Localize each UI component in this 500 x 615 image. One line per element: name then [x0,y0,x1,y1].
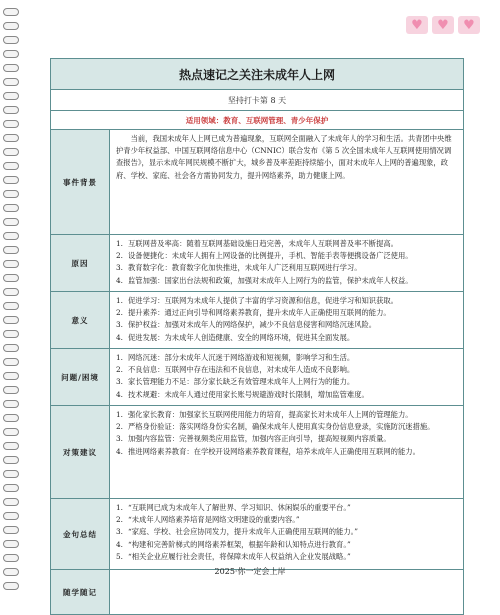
heart-decoration [406,16,480,34]
section-reasons [51,235,463,292]
list-item: 4. “构建和完善阶梯式的网络素养框架，根据年龄和认知特点进行教育。” [116,539,351,549]
heart-icon: ♥ [432,16,454,34]
page-title: 热点速记之关注未成年人上网 [51,59,463,90]
section-content [110,349,463,405]
section-content [110,499,463,569]
list-item: 1. 强化家长教育：加强家长互联网使用能力的培育，提高家长对未成年人上网的管理能力。 [116,410,413,419]
section-quotes [51,499,463,570]
section-label: 原因 [51,235,110,291]
list-item: 1. 网络沉迷：部分未成年人沉迷于网络游戏和短视频，影响学习和生活。 [116,353,355,362]
list-item: 4. 监管加强：国家出台法规和政策，加强对未成年人上网行为的监管，保护未成年人权益。 [116,275,413,285]
footer-slogan: 2025·你一定会上岸 [214,567,286,576]
section-label: 问题/困境 [51,349,110,405]
note-sheet [50,58,464,615]
spiral-binding [0,0,18,605]
scope-line: 适用领域：教育、互联网管理、青少年保护 [51,111,463,130]
section-label: 随学随记 [51,570,110,614]
list-item: 3. 保护权益：加强对未成年人的网络保护，减少不良信息侵害和网络沉迷风险。 [116,320,377,330]
section-problems [51,349,463,406]
list-item: 1. 促进学习：互联网为未成年人提供了丰富的学习资源和信息，促进学习和知识获取。 [116,296,398,305]
section-content [110,292,463,348]
list-item: 5. “相关企业应履行社会责任，将保障未成年人权益纳入企业发展战略。” [116,551,351,561]
list-item: 2. 提升素养：通过正向引导和网络素养教育，提升未成年人正确使用互联网的能力。 [116,308,391,318]
section-label: 事件背景 [51,130,110,234]
list-item: 3. 加强内容监管：完善视频类应用监管，加强内容正向引导，提高短视频内容质量。 [116,434,391,444]
list-item: 4. 推进网络素养教育：在学校开设网络素养教育课程，培养未成年人正确使用互联网的能力。 [116,446,420,456]
section-background [51,130,463,235]
list-item: 3. “家庭、学校、社会应协同发力，提升未成年人正确使用互联网的能力。” [116,527,359,537]
list-item: 3. 教育数字化：教育数字化加快推进，未成年人广泛利用互联网进行学习。 [116,263,362,273]
section-content [110,130,463,234]
list-item: 1. “互联网已成为未成年人了解世界、学习知识、休闲娱乐的重要平台。” [116,503,351,512]
section-content [110,235,463,291]
list-item: 2. “未成年人网络素养培育是网络文明建设的重要内容。” [116,515,300,525]
section-measures [51,406,463,499]
section-content [110,406,463,498]
list-item: 4. 技术规避：未成年人通过使用家长账号规避游戏时长限制，增加监管难度。 [116,389,369,399]
list-item: 3. 家长管理能力不足：部分家长缺乏有效管理未成年人上网行为的能力。 [116,377,355,387]
list-item: 2. 设备便捷化：未成年人拥有上网设备的比例提升，手机、智能手表等便携设备广泛使用。 [116,251,413,261]
list-item: 1. 互联网普及率高：随着互联网基础设施日趋完善，未成年人互联网普及率不断提高。 [116,239,398,248]
list-item: 2. 不良信息：互联网中存在违法和不良信息，对未成年人造成不良影响。 [116,365,355,375]
heart-icon: ♥ [406,16,428,34]
section-label: 金句总结 [51,499,110,569]
section-meaning [51,292,463,349]
background-text: 当前，我国未成年人上网已成为普遍现象，互联网全面融入了未成年人的学习和生活。共青团中央维护青少年权益部、中国互联网络信息中心（CNNIC）联合发布《第 5 次全国未成年人互联网使用情况调查报告》，显示未成年网民规模不断扩大，城乡普及率差距持续缩小，面对未成年人上网的普遍现象，政府、学校、家庭、社会各方需协同发力，提升网络素养，助力健康上网。 [116,134,452,180]
section-label: 意义 [51,292,110,348]
list-item: 2. 严格身份验证：落实网络身份实名制，确保未成年人使用真实身份信息登录，实施防沉迷措施。 [116,422,435,432]
section-label: 对策建议 [51,406,110,498]
heart-icon: ♥ [458,16,480,34]
checkin-subtitle: 坚持打卡第 8 天 [51,90,463,111]
list-item: 4. 促进发展：为未成年人创造健康、安全的网络环境，促进其全面发展。 [116,332,355,342]
